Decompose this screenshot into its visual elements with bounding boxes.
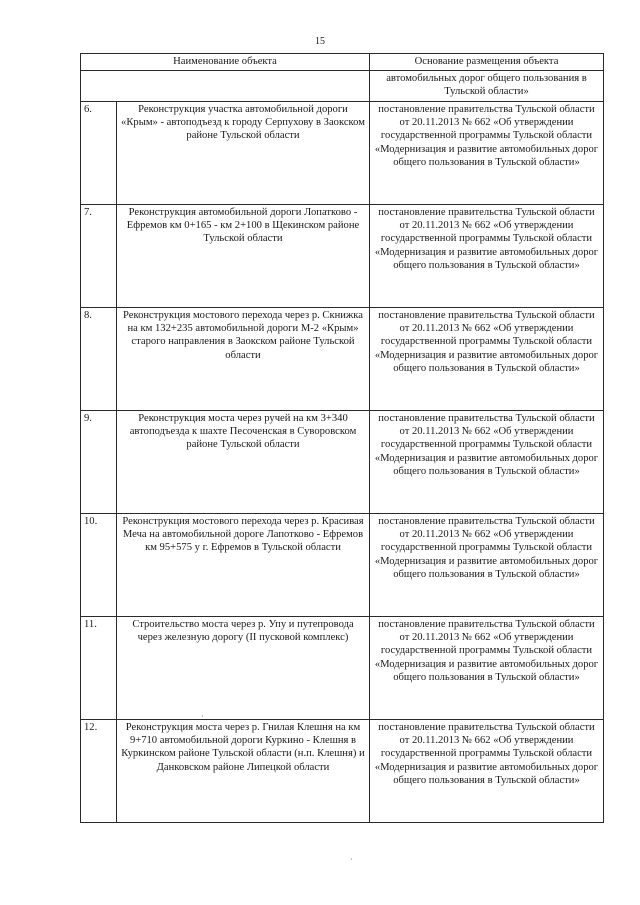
placement-basis: постановление правительства Тульской области от 20.11.2013 № 662 «Об утверждении государственной программы Тульской области «Модернизация и развитие автомобильных дорог общего пользования в Тульской области»: [370, 102, 604, 205]
table-row: [81, 102, 604, 205]
object-name: Реконструкция участка автомобильной дороги «Крым» - автоподъезд к городу Серпухову в Заокском районе Тульской области: [117, 102, 370, 205]
placement-basis: постановление правительства Тульской области от 20.11.2013 № 662 «Об утверждении государственной программы Тульской области «Модернизация и развитие автомобильных дорог общего пользования в Тульской области»: [370, 617, 604, 720]
object-name: Реконструкция моста через р. Гнилая Клешня на км 9+710 автомобильной дороги Куркино - Клешня в Куркинском районе Тульской области (н.п. Клешня) и Данковском районе Липецкой области: [117, 720, 370, 823]
placement-basis: постановление правительства Тульской области от 20.11.2013 № 662 «Об утверждении государственной программы Тульской области «Модернизация и развитие автомобильных дорог общего пользования в Тульской области»: [370, 205, 604, 308]
table-row: [81, 514, 604, 617]
table-row: [81, 411, 604, 514]
object-name: Реконструкция моста через ручей на км 3+340 автоподъезда к шахте Песоченская в Суворовском районе Тульской области: [117, 411, 370, 514]
objects-table: [80, 53, 604, 823]
row-number: 6.: [81, 102, 117, 205]
scan-speck: ·: [201, 712, 204, 721]
table-row: [81, 308, 604, 411]
placement-basis: постановление правительства Тульской области от 20.11.2013 № 662 «Об утверждении государственной программы Тульской области «Модернизация и развитие автомобильных дорог общего пользования в Тульской области»: [370, 411, 604, 514]
row-number: 9.: [81, 411, 117, 514]
row-number: 10.: [81, 514, 117, 617]
object-name: Реконструкция автомобильной дороги Лопатково - Ефремов км 0+165 - км 2+100 в Щекинском районе Тульской области: [117, 205, 370, 308]
table-row: [81, 205, 604, 308]
continuation-basis-cell: автомобильных дорог общего пользования в Тульской области»: [370, 71, 604, 102]
row-number: 11.: [81, 617, 117, 720]
row-number: 12.: [81, 720, 117, 823]
object-name: Строительство моста через р. Упу и путепровода через железную дорогу (II пусковой комплекс): [117, 617, 370, 720]
placement-basis: постановление правительства Тульской области от 20.11.2013 № 662 «Об утверждении государственной программы Тульской области «Модернизация и развитие автомобильных дорог общего пользования в Тульской области»: [370, 308, 604, 411]
table-row: [81, 720, 604, 823]
row-number: 8.: [81, 308, 117, 411]
page-number: 15: [315, 36, 325, 47]
placement-basis: постановление правительства Тульской области от 20.11.2013 № 662 «Об утверждении государственной программы Тульской области «Модернизация и развитие автомобильных дорог общего пользования в Тульской области»: [370, 720, 604, 823]
header-name-column: Наименование объекта: [81, 54, 370, 71]
table-header-row: [81, 54, 604, 71]
scan-speck: ·: [350, 855, 353, 864]
object-name: Реконструкция мостового перехода через р. Скнижка на км 132+235 автомобильной дороги М-2 «Крым» старого направления в Заокском районе Тульской области: [117, 308, 370, 411]
table-row-continuation: [81, 71, 604, 102]
row-number: 7.: [81, 205, 117, 308]
placement-basis: постановление правительства Тульской области от 20.11.2013 № 662 «Об утверждении государственной программы Тульской области «Модернизация и развитие автомобильных дорог общего пользования в Тульской области»: [370, 514, 604, 617]
continuation-name-cell: [81, 71, 370, 102]
object-name: Реконструкция мостового перехода через р. Красивая Меча на автомобильной дороге Лапотково - Ефремов км 95+575 у г. Ефремов в Тульской области: [117, 514, 370, 617]
header-basis-column: Основание размещения объекта: [370, 54, 604, 71]
table-row: [81, 617, 604, 720]
